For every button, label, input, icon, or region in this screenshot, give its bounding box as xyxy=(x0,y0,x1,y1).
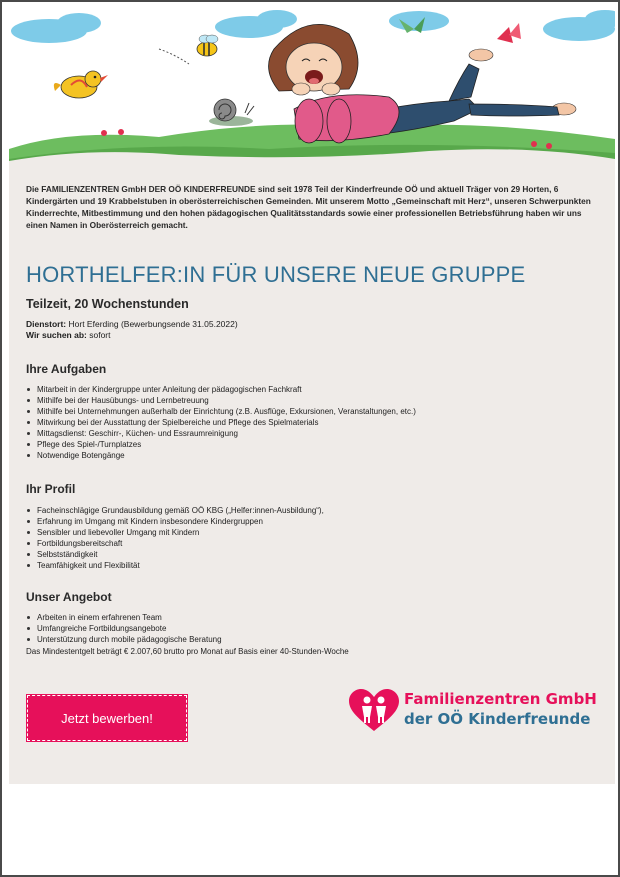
list-item: Sensibler und liebevoller Umgang mit Kindern xyxy=(36,527,324,538)
list-item: Facheinschlägige Grundausbildung gemäß OÖ KBG („Helfer:innen-Ausbildung“), xyxy=(37,506,324,515)
tasks-list xyxy=(24,384,416,461)
location-value: Hort Eferding (Bewerbungsende 31.05.2022) xyxy=(68,319,238,329)
offer-list xyxy=(24,612,222,645)
start-label: Wir suchen ab: xyxy=(26,330,87,340)
job-subtitle: Teilzeit, 20 Wochenstunden xyxy=(26,297,189,311)
snail-icon xyxy=(209,99,254,126)
girl-illustration xyxy=(269,24,576,143)
list-item: Mithilfe bei Unternehmungen außerhalb der Einrichtung (z.B. Ausflüge, Exkursionen, Veranstaltungen, etc.) xyxy=(37,407,416,416)
job-title: HORTHELFER:IN FÜR UNSERE NEUE GRUPPE xyxy=(26,262,526,287)
offer-heading: Unser Angebot xyxy=(26,590,112,604)
location-row xyxy=(26,319,238,330)
salary-note: Das Mindestentgelt beträgt € 2.007,60 brutto pro Monat auf Basis einer 40-Stunden-Woche xyxy=(26,647,349,656)
tasks-heading: Ihre Aufgaben xyxy=(26,362,107,376)
profile-list xyxy=(24,505,324,571)
list-item: Unterstützung durch mobile pädagogische Beratung xyxy=(37,635,222,644)
list-item: Mitarbeit in der Kindergruppe unter Anleitung der pädagogischen Fachkraft xyxy=(36,384,416,395)
list-item: Selbstständigkeit xyxy=(36,549,324,560)
start-row xyxy=(26,330,238,341)
apply-button[interactable]: Jetzt bewerben! xyxy=(26,694,188,742)
location-label: Dienstort: xyxy=(26,319,67,329)
list-item: Mitwirkung bei der Ausstattung der Spielbereiche und Pflege des Spielmaterials xyxy=(36,417,416,428)
start-value: sofort xyxy=(89,330,111,340)
list-item: Arbeiten in einem erfahrenen Team xyxy=(36,612,222,623)
list-item: Mithilfe bei der Hausübungs- und Lernbetreuung xyxy=(36,395,416,406)
list-item: Umfangreiche Fortbildungsangebote xyxy=(36,623,222,634)
list-item: Mittagsdienst: Geschirr-, Küchen- und Essraumreinigung xyxy=(36,428,416,439)
bird-icon xyxy=(54,71,108,98)
job-meta xyxy=(26,319,238,341)
header-illustration xyxy=(9,9,615,169)
list-item: Pflege des Spiel-/Turnplatzes xyxy=(36,439,416,450)
heart-logo-icon xyxy=(349,689,399,733)
logo-line2: der OÖ Kinderfreunde xyxy=(404,710,591,728)
job-ad-card xyxy=(9,9,615,784)
logo-line1: Familienzentren GmbH xyxy=(404,690,597,708)
intro-text: Die FAMILIENZENTREN GmbH DER OÖ KINDERFREUNDE sind seit 1978 Teil der Kinderfreunde OÖ und aktuell Träger von 29 Horten, 6 Kindergärten und 19 Krabbelstuben in oberösterreichischen Gemeinden. Mit unserem Motto „Gemeinschaft mit Herz“, unseren Schwerpunkten Kinderrechte, Mitbestimmung und den hohen pädagogischen Qualitätsstandards sowie einer professionellen Betriebsführung haben wir uns einen Namen in Oberösterreich gemacht. xyxy=(26,184,591,230)
profile-heading: Ihr Profil xyxy=(26,482,76,496)
list-item: Teamfähigkeit und Flexibilität xyxy=(36,560,324,571)
bee-icon xyxy=(159,35,218,64)
list-item: Notwendige Botengänge xyxy=(36,450,416,461)
list-item: Fortbildungsbereitschaft xyxy=(36,538,324,549)
list-item: Erfahrung im Umgang mit Kindern insbesondere Kindergruppen xyxy=(36,516,324,527)
company-logo xyxy=(349,687,599,735)
